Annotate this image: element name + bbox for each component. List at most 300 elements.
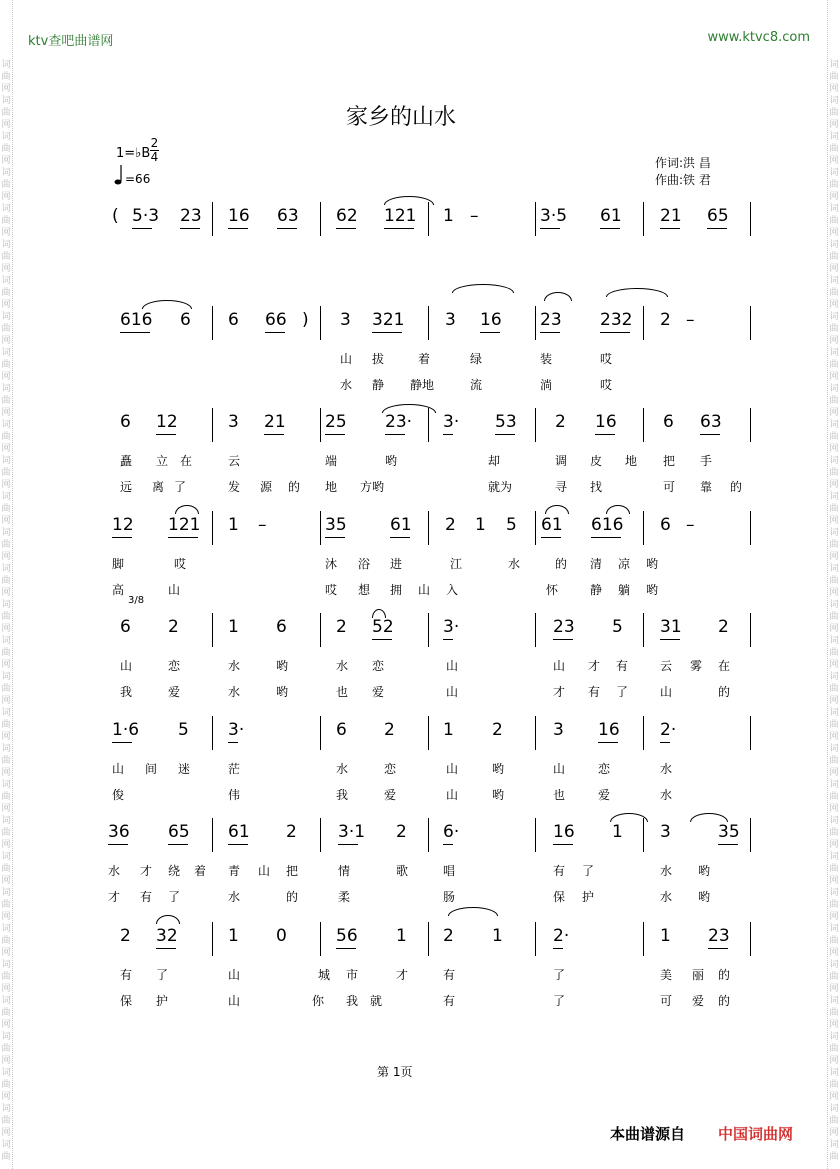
lyric-syllable: 调	[555, 454, 568, 468]
watermark-glyph: 词	[829, 600, 839, 610]
note-group: 6·	[443, 822, 460, 842]
bar-line	[535, 716, 536, 750]
underline-beam	[336, 948, 356, 949]
note-group: 6	[276, 617, 287, 637]
lyric-syllable: 歌	[396, 864, 409, 878]
underline-beam	[168, 844, 188, 845]
bar-line	[750, 613, 751, 647]
lyric-syllable: 有	[140, 890, 153, 904]
bar-line	[212, 613, 213, 647]
watermark-glyph: 网	[1, 444, 11, 454]
slur-arc	[606, 505, 630, 514]
note-group: 31	[660, 617, 682, 637]
watermark-glyph: 词	[829, 852, 839, 862]
note-group: 5	[178, 720, 189, 740]
note-group: 16	[480, 310, 502, 330]
right-watermark-strip	[827, 0, 840, 1169]
lyric-syllable: 才	[588, 659, 601, 673]
lyric-syllable: 在	[718, 659, 731, 673]
bar-line	[320, 511, 321, 545]
time-top: 2	[150, 136, 159, 150]
watermark-glyph: 词	[829, 312, 839, 322]
lyric-syllable: 怀	[546, 583, 559, 597]
watermark-glyph: 曲	[1, 576, 11, 586]
bar-line	[535, 613, 536, 647]
underline-beam	[707, 228, 727, 229]
bar-line	[428, 716, 429, 750]
lyric-syllable: 拔	[372, 352, 385, 366]
lyric-syllable: 才	[140, 864, 153, 878]
note-group: 36	[108, 822, 130, 842]
note-group: 56	[336, 926, 358, 946]
note-group: 1	[443, 720, 454, 740]
note-group: 3·	[228, 720, 245, 740]
note-group: 3	[340, 310, 351, 330]
note-group: 21	[264, 412, 286, 432]
lyric-syllable: 浴	[358, 557, 371, 571]
lyric-syllable: 有	[443, 994, 456, 1008]
watermark-glyph: 网	[1, 624, 11, 634]
lyric-syllable: 哎	[600, 352, 613, 366]
watermark-glyph: 曲	[829, 432, 839, 442]
watermark-glyph: 曲	[829, 216, 839, 226]
lyric-syllable: 也	[553, 788, 566, 802]
lyric-syllable: 云	[228, 454, 241, 468]
bar-line	[535, 922, 536, 956]
bar-line	[643, 408, 644, 442]
watermark-glyph: 网	[829, 228, 839, 238]
lyric-syllable: 的	[286, 890, 299, 904]
watermark-glyph: 网	[829, 336, 839, 346]
watermark-glyph: 词	[829, 168, 839, 178]
lyric-syllable: 山	[446, 659, 459, 673]
underline-beam	[708, 948, 728, 949]
lyric-syllable: 端	[325, 454, 338, 468]
note-group: 61	[600, 206, 622, 226]
underline-beam	[265, 332, 285, 333]
watermark-glyph: 网	[829, 804, 839, 814]
slur-arc	[544, 292, 572, 301]
lyric-syllable: 绿	[470, 352, 483, 366]
note-group: 1	[612, 822, 623, 842]
watermark-glyph: 曲	[1, 756, 11, 766]
watermark-glyph: 网	[1, 120, 11, 130]
underline-beam	[553, 639, 573, 640]
watermark-glyph: 词	[829, 456, 839, 466]
lyric-syllable: 水	[108, 864, 121, 878]
note-group: –	[686, 310, 695, 330]
note-group: 6	[663, 412, 674, 432]
note-group: 5	[506, 515, 517, 535]
watermark-glyph: 词	[1, 492, 11, 502]
underline-beam	[112, 537, 132, 538]
lyric-syllable: 才	[553, 685, 566, 699]
underline-beam	[277, 228, 297, 229]
watermark-glyph: 网	[1, 552, 11, 562]
underline-beam	[660, 742, 670, 743]
lyric-syllable: 爱	[372, 685, 385, 699]
watermark-glyph: 网	[829, 660, 839, 670]
watermark-glyph: 曲	[1, 360, 11, 370]
watermark-glyph: 曲	[829, 612, 839, 622]
bar-line	[535, 511, 536, 545]
site-url-header[interactable]: www.ktvc8.com	[707, 30, 810, 45]
lyric-syllable: 离	[152, 480, 165, 494]
lyric-syllable: 找	[590, 480, 603, 494]
underline-beam	[264, 434, 284, 435]
lyric-syllable: 进	[390, 557, 403, 571]
watermark-glyph: 词	[829, 780, 839, 790]
note-group: 3	[228, 412, 239, 432]
underline-beam	[228, 844, 248, 845]
lyric-syllable: 云	[660, 659, 673, 673]
lyric-syllable: 着	[194, 864, 207, 878]
watermark-glyph: 词	[1, 240, 11, 250]
watermark-glyph: 曲	[1, 648, 11, 658]
note-group: 1	[228, 515, 239, 535]
lyric-syllable: 寻	[555, 480, 568, 494]
watermark-glyph: 曲	[1, 972, 11, 982]
bar-line	[535, 818, 536, 852]
note-group: 5	[612, 617, 623, 637]
note-group: 21	[660, 206, 682, 226]
lyric-syllable: 情	[338, 864, 351, 878]
watermark-glyph: 曲	[1, 252, 11, 262]
note-group: 121	[384, 206, 417, 226]
lyric-syllable: 柔	[338, 890, 351, 904]
lyric-syllable: 哟	[646, 557, 659, 571]
song-title: 家乡的山水	[346, 105, 457, 130]
lyric-syllable: 的	[288, 480, 301, 494]
watermark-glyph: 网	[1, 228, 11, 238]
bar-line	[428, 202, 429, 236]
slur-arc	[175, 505, 199, 514]
lyric-syllable: 我	[336, 788, 349, 802]
underline-beam	[443, 844, 453, 845]
lyric-syllable: 雾	[690, 659, 703, 673]
watermark-glyph: 词	[829, 744, 839, 754]
underline-beam	[553, 948, 563, 949]
slur-arc	[690, 813, 728, 822]
site-name-header[interactable]: ktv查吧曲谱网	[28, 34, 114, 49]
note-group: 61	[390, 515, 412, 535]
watermark-glyph: 词	[829, 240, 839, 250]
underline-beam	[595, 434, 615, 435]
underline-beam	[338, 844, 358, 845]
watermark-glyph: 曲	[1, 72, 11, 82]
watermark-glyph: 网	[1, 408, 11, 418]
watermark-glyph: 曲	[1, 612, 11, 622]
lyric-syllable: 山	[258, 864, 271, 878]
bar-line	[750, 716, 751, 750]
watermark-glyph: 网	[829, 1020, 839, 1030]
note-group: (	[112, 206, 119, 226]
watermark-glyph: 词	[829, 636, 839, 646]
watermark-glyph: 词	[1, 708, 11, 718]
watermark-glyph: 网	[1, 876, 11, 886]
watermark-glyph: 曲	[1, 468, 11, 478]
watermark-glyph: 曲	[829, 468, 839, 478]
note-group: 616	[591, 515, 624, 535]
lyric-syllable: 沐	[325, 557, 338, 571]
lyric-syllable: 间	[145, 762, 158, 776]
bar-line	[750, 511, 751, 545]
note-group: 3	[660, 822, 671, 842]
watermark-glyph: 词	[829, 348, 839, 358]
bar-line	[428, 818, 429, 852]
bar-line	[428, 922, 429, 956]
watermark-glyph: 曲	[829, 1152, 839, 1162]
lyric-syllable: 的	[718, 968, 731, 982]
lyric-syllable: 茫	[228, 762, 241, 776]
watermark-glyph: 词	[1, 960, 11, 970]
underline-beam	[112, 742, 132, 743]
underline-beam	[390, 537, 410, 538]
watermark-glyph: 网	[1, 1056, 11, 1066]
bar-line	[750, 408, 751, 442]
lyric-syllable: 就	[370, 994, 383, 1008]
watermark-glyph: 词	[829, 564, 839, 574]
lyric-syllable: 护	[156, 994, 169, 1008]
watermark-glyph: 网	[829, 156, 839, 166]
watermark-glyph: 词	[829, 708, 839, 718]
lyric-syllable: 了	[582, 864, 595, 878]
underline-beam	[336, 228, 356, 229]
note-group: 2	[445, 515, 456, 535]
watermark-glyph: 词	[1, 168, 11, 178]
underline-beam	[156, 948, 176, 949]
key-letter: B	[141, 146, 151, 161]
bar-line	[750, 306, 751, 340]
note-group: 0	[276, 926, 287, 946]
watermark-glyph: 网	[829, 696, 839, 706]
watermark-glyph: 词	[829, 672, 839, 682]
slur-arc	[384, 196, 434, 205]
watermark-glyph: 网	[829, 516, 839, 526]
lyric-syllable: 山	[418, 583, 431, 597]
underline-beam	[325, 537, 345, 538]
lyric-syllable: 淌	[540, 378, 553, 392]
underline-beam	[384, 228, 414, 229]
lyric-syllable: 哟	[385, 454, 398, 468]
bar-line	[212, 922, 213, 956]
note-group: 2	[286, 822, 297, 842]
lyric-syllable: 江	[450, 557, 463, 571]
watermark-glyph: 曲	[1, 432, 11, 442]
bar-line	[320, 408, 321, 442]
note-group: 6	[180, 310, 191, 330]
note-group: 16	[598, 720, 620, 740]
note-group: –	[686, 515, 695, 535]
note-group: 53	[495, 412, 517, 432]
watermark-glyph: 网	[829, 192, 839, 202]
watermark-glyph: 曲	[1, 324, 11, 334]
lyric-syllable: 拥	[390, 583, 403, 597]
key-prefix: 1=	[116, 146, 136, 161]
note-group: 1	[443, 206, 454, 226]
watermark-glyph: 曲	[1, 792, 11, 802]
underline-beam	[372, 332, 402, 333]
source-site-link[interactable]: 中国词曲网	[718, 1125, 794, 1143]
watermark-glyph: 词	[829, 492, 839, 502]
watermark-glyph: 网	[1, 912, 11, 922]
note-group: 1	[228, 926, 239, 946]
watermark-glyph: 词	[1, 816, 11, 826]
watermark-glyph: 网	[1, 1128, 11, 1138]
watermark-glyph: 词	[829, 924, 839, 934]
watermark-glyph: 曲	[829, 288, 839, 298]
watermark-glyph: 网	[829, 948, 839, 958]
lyric-syllable: 迷	[178, 762, 191, 776]
note-group: 61	[541, 515, 563, 535]
watermark-glyph: 词	[1, 1104, 11, 1114]
watermark-glyph: 词	[829, 204, 839, 214]
quarter-note-icon	[114, 164, 124, 190]
lyric-syllable: 水	[660, 788, 673, 802]
note-group: 2·	[553, 926, 570, 946]
lyric-syllable: 恋	[598, 762, 611, 776]
watermark-glyph: 曲	[829, 1008, 839, 1018]
watermark-glyph: 网	[829, 1128, 839, 1138]
underline-beam	[553, 844, 573, 845]
lyric-syllable: 山	[553, 762, 566, 776]
bar-line	[643, 818, 644, 852]
lyric-syllable: 哟	[698, 890, 711, 904]
watermark-glyph: 词	[1, 780, 11, 790]
watermark-glyph: 词	[829, 384, 839, 394]
lyric-syllable: 了	[174, 480, 187, 494]
watermark-glyph: 网	[829, 768, 839, 778]
bar-line	[320, 818, 321, 852]
bar-line	[212, 306, 213, 340]
bar-line	[535, 202, 536, 236]
watermark-glyph: 词	[829, 960, 839, 970]
watermark-glyph: 网	[829, 84, 839, 94]
watermark-glyph: 曲	[1, 684, 11, 694]
watermark-glyph: 词	[1, 888, 11, 898]
bar-line	[320, 306, 321, 340]
watermark-glyph: 曲	[829, 720, 839, 730]
note-group: 1	[228, 617, 239, 637]
lyric-syllable: 哟	[698, 864, 711, 878]
bar-line	[320, 716, 321, 750]
watermark-glyph: 曲	[1, 1044, 11, 1054]
watermark-glyph: 词	[1, 744, 11, 754]
watermark-glyph: 词	[1, 528, 11, 538]
lyric-syllable: 恋	[168, 659, 181, 673]
note-group: 2	[168, 617, 179, 637]
lyric-syllable: 的	[730, 480, 743, 494]
lyric-syllable: 水	[228, 890, 241, 904]
note-group: 16	[228, 206, 250, 226]
note-group: 25	[325, 412, 347, 432]
note-group: 2	[443, 926, 454, 946]
note-group: 1	[475, 515, 486, 535]
lyric-syllable: 躺	[618, 583, 631, 597]
lyric-syllable: 恋	[384, 762, 397, 776]
note-group: 2	[384, 720, 395, 740]
watermark-glyph: 网	[1, 372, 11, 382]
underline-beam	[385, 434, 405, 435]
watermark-glyph: 词	[1, 384, 11, 394]
lyric-syllable: 山	[228, 968, 241, 982]
underline-beam	[600, 332, 630, 333]
watermark-glyph: 词	[829, 132, 839, 142]
bar-line	[750, 202, 751, 236]
watermark-glyph: 曲	[829, 396, 839, 406]
watermark-glyph: 网	[1, 480, 11, 490]
lyric-syllable: 装	[540, 352, 553, 366]
watermark-glyph: 词	[1, 672, 11, 682]
time-signature	[150, 137, 159, 164]
lyric-syllable: 爱	[384, 788, 397, 802]
watermark-glyph: 词	[1, 924, 11, 934]
lyric-syllable: 的	[718, 685, 731, 699]
watermark-glyph: 网	[829, 444, 839, 454]
watermark-glyph: 曲	[829, 180, 839, 190]
watermark-glyph: 网	[1, 768, 11, 778]
note-group: 6	[336, 720, 347, 740]
watermark-glyph: 曲	[829, 792, 839, 802]
note-group: 6	[120, 617, 131, 637]
lyric-syllable: 唱	[443, 864, 456, 878]
note-group: 16	[595, 412, 617, 432]
lyric-syllable: 哟	[492, 762, 505, 776]
note-group: 616	[120, 310, 153, 330]
lyric-syllable: 山	[553, 659, 566, 673]
watermark-glyph: 词	[829, 996, 839, 1006]
underline-beam	[540, 332, 560, 333]
watermark-glyph: 网	[829, 876, 839, 886]
lyric-syllable: 我	[346, 994, 359, 1008]
underline-beam	[168, 537, 198, 538]
watermark-glyph: 曲	[1, 1152, 11, 1162]
underline-beam	[325, 434, 345, 435]
watermark-glyph: 词	[829, 60, 839, 70]
watermark-glyph: 网	[829, 120, 839, 130]
note-group: )	[302, 310, 309, 330]
watermark-glyph: 网	[1, 1020, 11, 1030]
lyric-syllable: 地	[625, 454, 638, 468]
watermark-glyph: 网	[1, 84, 11, 94]
underline-beam	[132, 228, 152, 229]
bar-line	[535, 306, 536, 340]
note-group: 232	[600, 310, 633, 330]
lyric-syllable: 水	[228, 659, 241, 673]
watermark-glyph: 曲	[1, 900, 11, 910]
note-group: 65	[707, 206, 729, 226]
key-signature	[116, 146, 150, 161]
lyric-syllable: 也	[336, 685, 349, 699]
watermark-glyph: 词	[1, 600, 11, 610]
watermark-glyph: 曲	[829, 324, 839, 334]
watermark-glyph: 曲	[829, 72, 839, 82]
lyric-syllable: 的	[555, 557, 568, 571]
lyric-syllable: 有	[616, 659, 629, 673]
bar-line	[643, 613, 644, 647]
bar-line	[212, 408, 213, 442]
lyric-syllable: 护	[582, 890, 595, 904]
watermark-glyph: 曲	[829, 900, 839, 910]
lyric-syllable: 哟	[276, 685, 289, 699]
watermark-glyph: 网	[829, 588, 839, 598]
lyric-syllable: 爱	[692, 994, 705, 1008]
watermark-glyph: 网	[829, 840, 839, 850]
note-group: 1	[660, 926, 671, 946]
watermark-glyph: 网	[829, 480, 839, 490]
watermark-glyph: 网	[1, 300, 11, 310]
lyric-syllable: 了	[616, 685, 629, 699]
